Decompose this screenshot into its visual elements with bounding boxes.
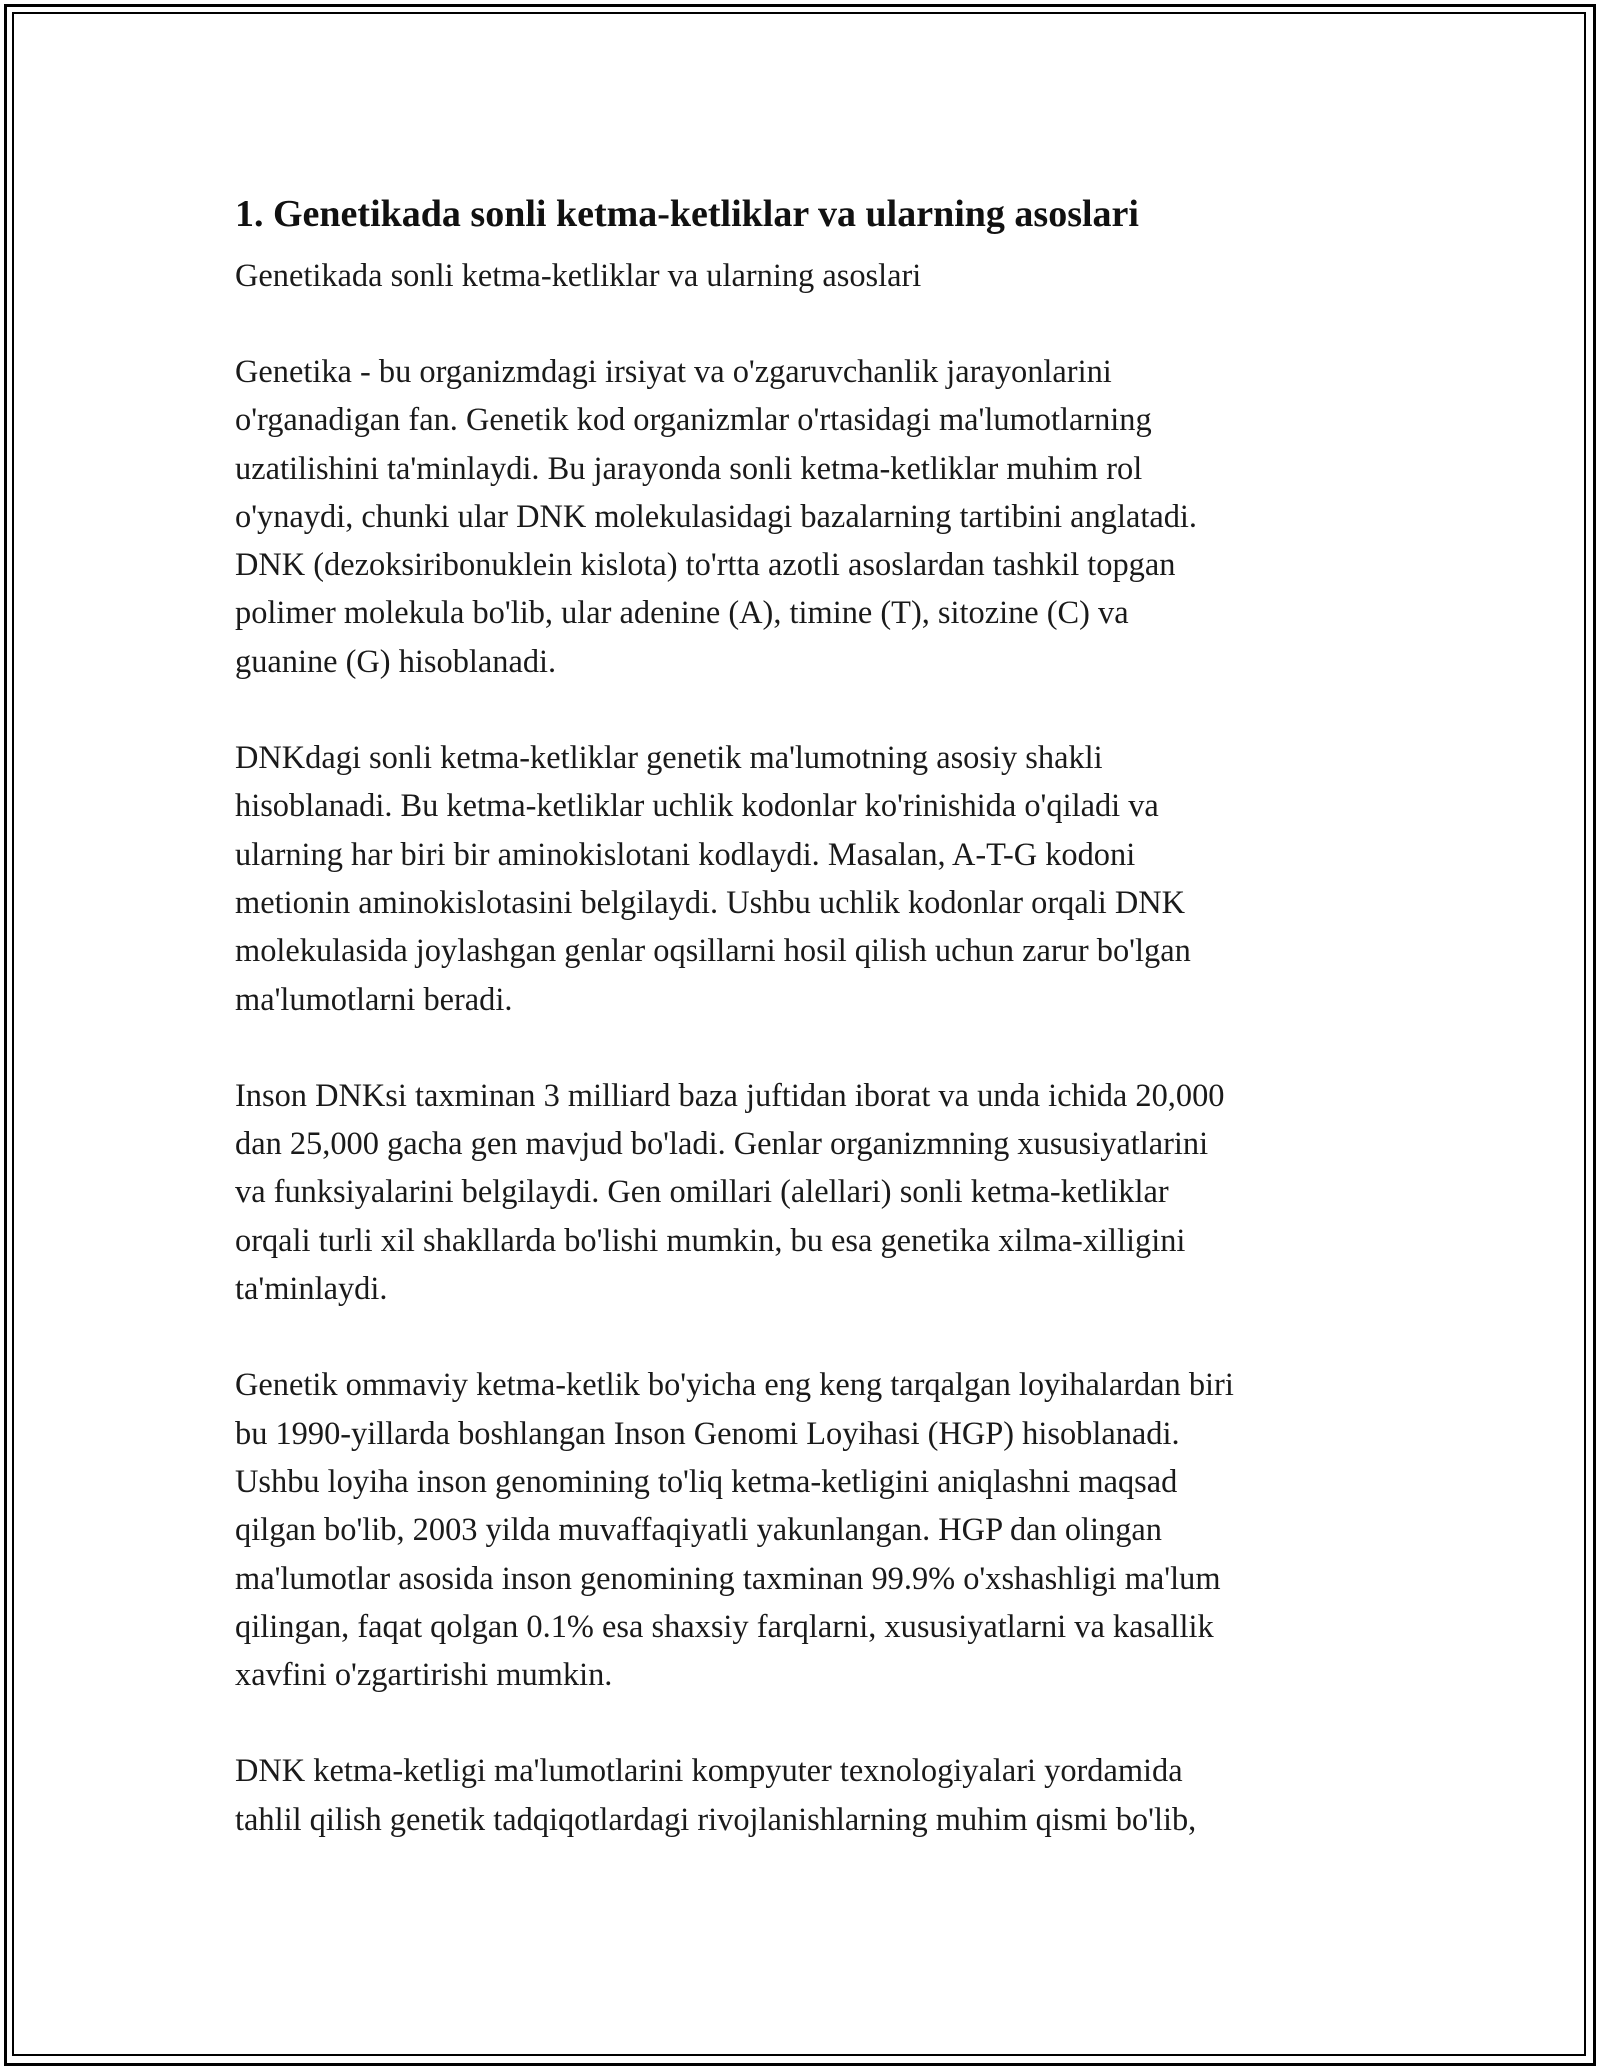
text-line: qilgan bo'lib, 2003 yilda muvaffaqiyatli yakunlangan. HGP dan olingan bbox=[235, 1512, 1163, 1549]
text-line: hisoblanadi. Bu ketma-ketliklar uchlik kodonlar ko'rinishida o'qiladi va bbox=[235, 788, 1159, 825]
text-line: ma'lumotlar asosida inson genomining taxminan 99.9% o'xshashligi ma'lum bbox=[235, 1560, 1221, 1597]
paragraph-4 bbox=[235, 1361, 1375, 1699]
text-line: Ushbu loyiha inson genomining to'liq ketma-ketligini aniqlashni maqsad bbox=[235, 1463, 1178, 1500]
text-line: bu 1990-yillarda boshlangan Inson Genomi Loyihasi (HGP) hisoblanadi. bbox=[235, 1415, 1180, 1452]
text-line: polimer molekula bo'lib, ular adenine (A), timine (T), sitozine (C) va bbox=[235, 595, 1129, 632]
text-line: Inson DNKsi taxminan 3 milliard baza juftidan iborat va unda ichida 20,000 bbox=[235, 1077, 1225, 1114]
text-line: ta'minlaydi. bbox=[235, 1271, 388, 1308]
text-line: Genetik ommaviy ketma-ketlik bo'yicha eng keng tarqalgan loyihalardan biri bbox=[235, 1367, 1234, 1404]
text-line: metionin aminokislotasini belgilaydi. Ushbu uchlik kodonlar orqali DNK bbox=[235, 884, 1186, 921]
text-line: DNKdagi sonli ketma-ketliklar genetik ma'lumotning asosiy shakli bbox=[235, 740, 1103, 777]
text-line: xavfini o'zgartirishi mumkin. bbox=[235, 1657, 613, 1694]
section-subtitle: Genetikada sonli ketma-ketliklar va ularning asoslari bbox=[235, 258, 922, 294]
text-line: ma'lumotlarni beradi. bbox=[235, 981, 513, 1018]
text-line: DNK ketma-ketligi ma'lumotlarini kompyuter texnologiyalari yordamida bbox=[235, 1753, 1183, 1790]
text-line: molekulasida joylashgan genlar oqsillarni hosil qilish uchun zarur bo'lgan bbox=[235, 933, 1191, 970]
document-body bbox=[235, 178, 1375, 1844]
text-line: tahlil qilish genetik tadqiqotlardagi rivojlanishlarning muhim qismi bo'lib, bbox=[235, 1801, 1197, 1838]
paragraph-3 bbox=[235, 1072, 1375, 1313]
text-line: DNK (dezoksiribonuklein kislota) to'rtta azotli asoslardan tashkil topgan bbox=[235, 547, 1176, 584]
text-line: dan 25,000 gacha gen mavjud bo'ladi. Genlar organizmning xususiyatlarini bbox=[235, 1126, 1209, 1163]
text-line: o'rganadigan fan. Genetik kod organizmlar o'rtasidagi ma'lumotlarning bbox=[235, 402, 1152, 439]
text-line: Genetika - bu organizmdagi irsiyat va o'zgaruvchanlik jarayonlarini bbox=[235, 354, 1112, 390]
paragraph-2 bbox=[235, 734, 1375, 1024]
text-line: orqali turli xil shakllarda bo'lishi mumkin, bu esa genetika xilma-xilligini bbox=[235, 1222, 1186, 1259]
paragraph-5 bbox=[235, 1747, 1375, 1844]
text-line: qilingan, faqat qolgan 0.1% esa shaxsiy farqlarni, xususiyatlarni va kasallik bbox=[235, 1608, 1214, 1645]
text-line: ularning har biri bir aminokislotani kodlaydi. Masalan, A-T-G kodoni bbox=[235, 836, 1136, 873]
text-line: o'ynaydi, chunki ular DNK molekulasidagi bazalarning tartibini anglatadi. bbox=[235, 498, 1197, 535]
text-line: guanine (G) hisoblanadi. bbox=[235, 643, 557, 680]
paragraph-1 bbox=[235, 348, 1375, 686]
section-heading: 1. Genetikada sonli ketma-ketliklar va ularning asoslari bbox=[235, 193, 1139, 235]
text-line: va funksiyalarini belgilaydi. Gen omillari (alellari) sonli ketma-ketliklar bbox=[235, 1174, 1169, 1211]
text-line: uzatilishini ta'minlaydi. Bu jarayonda sonli ketma-ketliklar muhim rol bbox=[235, 450, 1143, 487]
